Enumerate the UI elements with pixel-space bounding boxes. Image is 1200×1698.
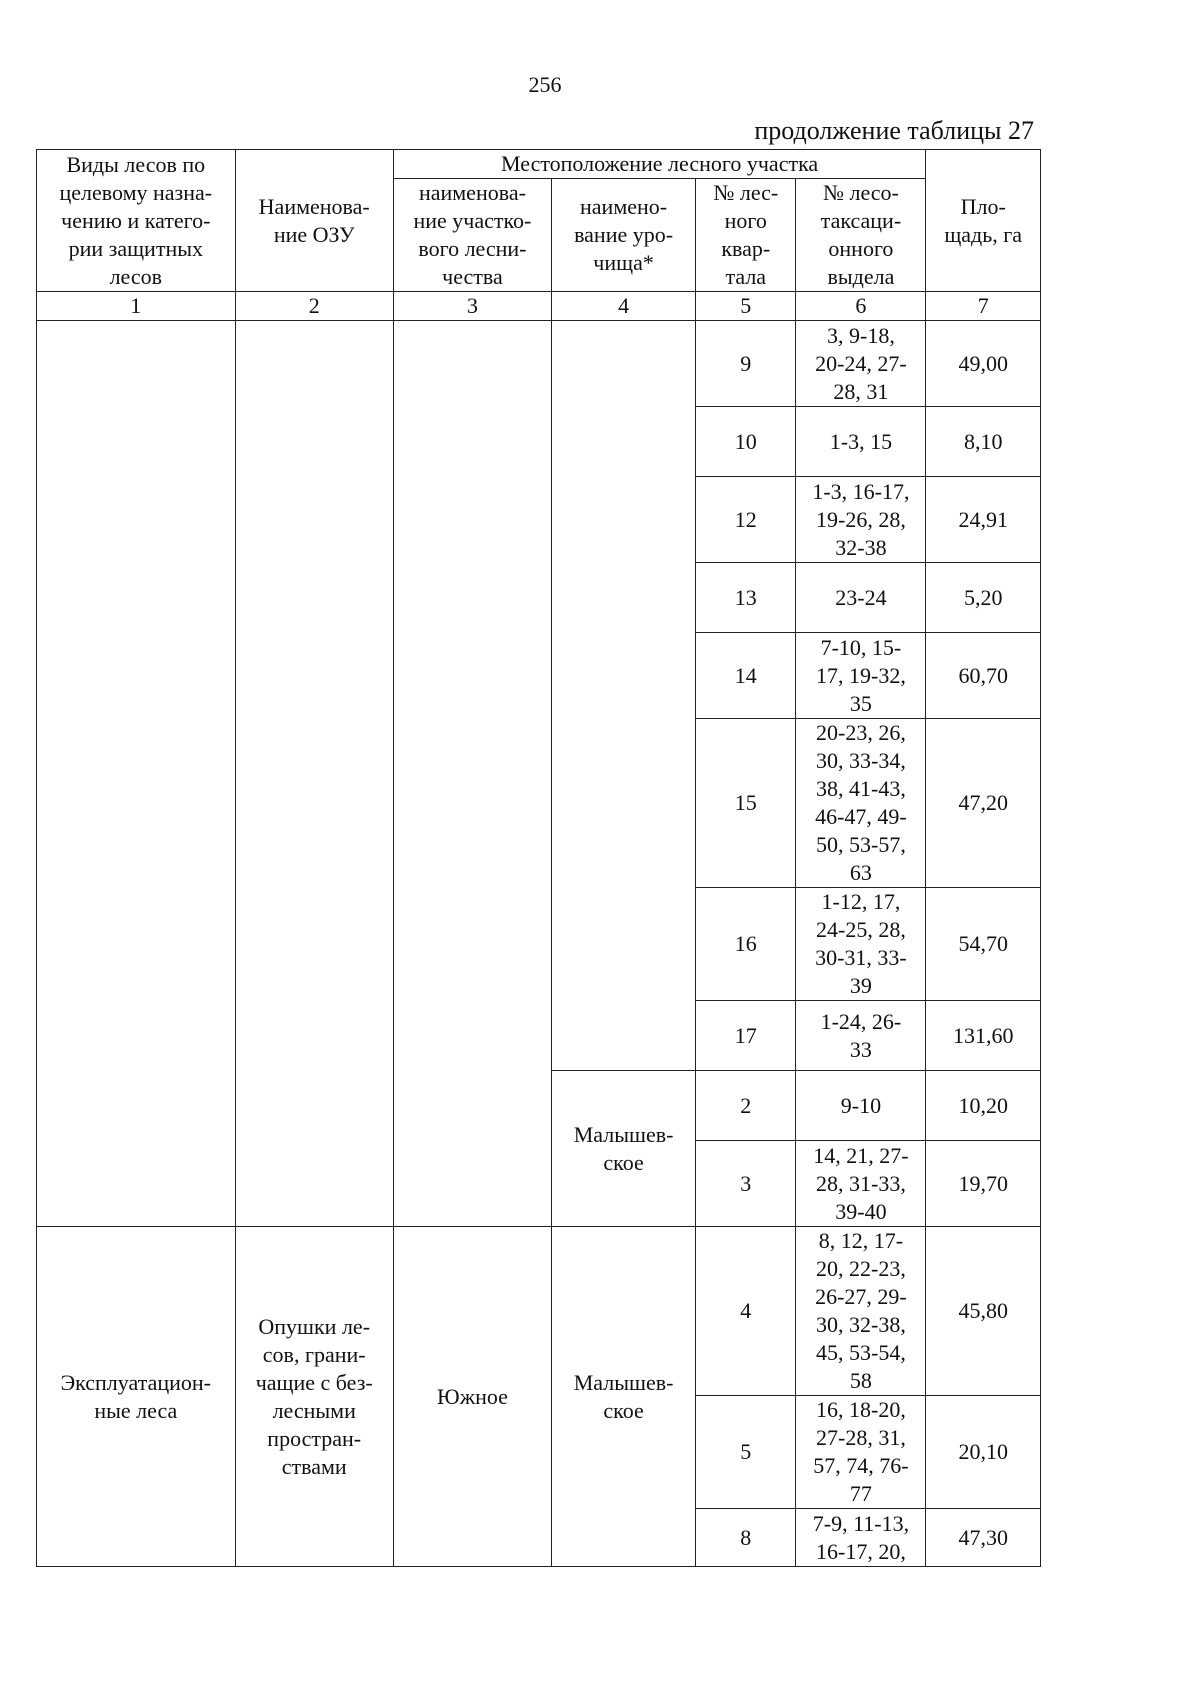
quarter-cell: 16 bbox=[696, 888, 796, 1001]
forest-plots-table bbox=[36, 149, 1041, 1567]
quarter-cell: 15 bbox=[696, 719, 796, 888]
column-number: 3 bbox=[393, 292, 551, 321]
quarter-cell: 10 bbox=[696, 407, 796, 477]
area-cell: 24,91 bbox=[926, 477, 1041, 563]
area-cell: 19,70 bbox=[926, 1141, 1041, 1227]
vydel-cell: 23-24 bbox=[796, 563, 926, 633]
area-cell: 54,70 bbox=[926, 888, 1041, 1001]
tract-cell-empty bbox=[552, 321, 696, 1071]
area-cell: 5,20 bbox=[926, 563, 1041, 633]
vydel-cell: 7-10, 15- 17, 19-32, 35 bbox=[796, 633, 926, 719]
header-quarter-number: № лес- ного квар- тала bbox=[696, 179, 796, 292]
vydel-cell: 16, 18-20, 27-28, 31, 57, 74, 76- 77 bbox=[796, 1396, 926, 1509]
vydel-cell: 3, 9-18, 20-24, 27- 28, 31 bbox=[796, 321, 926, 407]
column-number: 4 bbox=[552, 292, 696, 321]
area-cell: 49,00 bbox=[926, 321, 1041, 407]
quarter-cell: 17 bbox=[696, 1001, 796, 1071]
vydel-cell: 1-12, 17, 24-25, 28, 30-31, 33- 39 bbox=[796, 888, 926, 1001]
table-continuation-label: продолжение таблицы 27 bbox=[754, 116, 1034, 145]
quarter-cell: 2 bbox=[696, 1071, 796, 1141]
column-number: 1 bbox=[37, 292, 236, 321]
column-number: 2 bbox=[235, 292, 393, 321]
table-row bbox=[37, 1227, 1041, 1396]
header-forest-type: Виды лесов по целевому назна- чению и катего- рии защитных лесов bbox=[37, 150, 236, 292]
forest-type-cell: Эксплуатацион- ные леса bbox=[37, 1227, 236, 1567]
vydel-cell: 8, 12, 17- 20, 22-23, 26-27, 29- 30, 32-38, 45, 53-54, 58 bbox=[796, 1227, 926, 1396]
header-location-group: Местоположение лесного участка bbox=[393, 150, 926, 179]
area-cell: 60,70 bbox=[926, 633, 1041, 719]
area-cell: 47,20 bbox=[926, 719, 1041, 888]
forestry-cell-empty bbox=[393, 321, 551, 1227]
vydel-cell: 1-3, 15 bbox=[796, 407, 926, 477]
vydel-cell: 14, 21, 27- 28, 31-33, 39-40 bbox=[796, 1141, 926, 1227]
table-row bbox=[37, 321, 1041, 407]
header-forestry-name: наименова- ние участко- вого лесни- чества bbox=[393, 179, 551, 292]
column-number: 7 bbox=[926, 292, 1041, 321]
tract-cell: Малышев- ское bbox=[552, 1227, 696, 1567]
area-cell: 47,30 bbox=[926, 1509, 1041, 1567]
quarter-cell: 8 bbox=[696, 1509, 796, 1567]
quarter-cell: 5 bbox=[696, 1396, 796, 1509]
area-cell: 8,10 bbox=[926, 407, 1041, 477]
quarter-cell: 13 bbox=[696, 563, 796, 633]
column-number: 5 bbox=[696, 292, 796, 321]
quarter-cell: 14 bbox=[696, 633, 796, 719]
quarter-cell: 12 bbox=[696, 477, 796, 563]
ozu-cell-empty bbox=[235, 321, 393, 1227]
area-cell: 45,80 bbox=[926, 1227, 1041, 1396]
vydel-cell: 20-23, 26, 30, 33-34, 38, 41-43, 46-47, 49- 50, 53-57, 63 bbox=[796, 719, 926, 888]
area-cell: 131,60 bbox=[926, 1001, 1041, 1071]
header-area: Пло- щадь, га bbox=[926, 150, 1041, 292]
header-ozu-name: Наименова- ние ОЗУ bbox=[235, 150, 393, 292]
header-tract-name: наимено- вание уро- чища* bbox=[552, 179, 696, 292]
quarter-cell: 3 bbox=[696, 1141, 796, 1227]
area-cell: 10,20 bbox=[926, 1071, 1041, 1141]
ozu-cell: Опушки ле- сов, грани- чащие с без- лесными простран- ствами bbox=[235, 1227, 393, 1567]
vydel-cell: 7-9, 11-13, 16-17, 20, bbox=[796, 1509, 926, 1567]
area-cell: 20,10 bbox=[926, 1396, 1041, 1509]
forestry-cell: Южное bbox=[393, 1227, 551, 1567]
quarter-cell: 9 bbox=[696, 321, 796, 407]
quarter-cell: 4 bbox=[696, 1227, 796, 1396]
tract-cell: Малышев- ское bbox=[552, 1071, 696, 1227]
header-vydel-number: № лесо- таксаци- онного выдела bbox=[796, 179, 926, 292]
forest-type-cell-empty bbox=[37, 321, 236, 1227]
column-number: 6 bbox=[796, 292, 926, 321]
vydel-cell: 1-24, 26- 33 bbox=[796, 1001, 926, 1071]
page-number: 256 bbox=[528, 72, 562, 97]
vydel-cell: 9-10 bbox=[796, 1071, 926, 1141]
vydel-cell: 1-3, 16-17, 19-26, 28, 32-38 bbox=[796, 477, 926, 563]
